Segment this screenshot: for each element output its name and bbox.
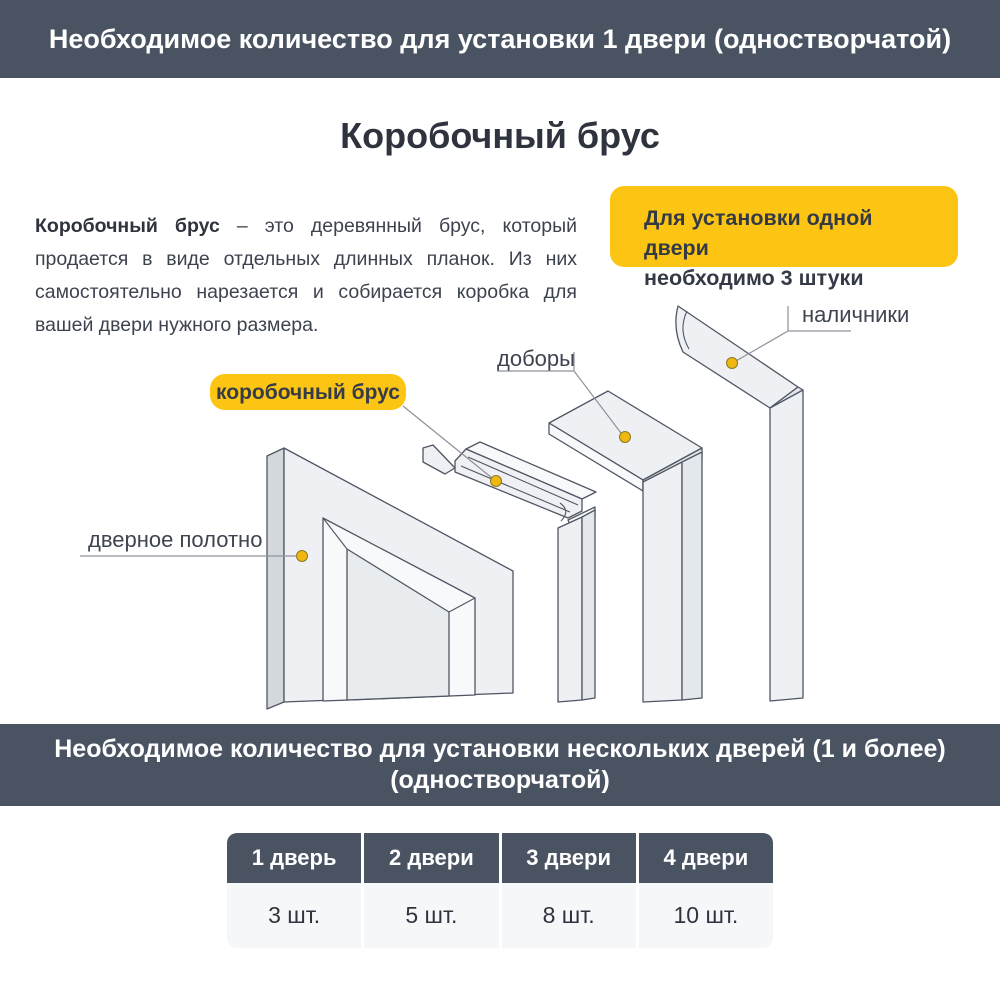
door-leaf-callout-dot: [297, 551, 308, 562]
top-header-bar: [0, 0, 1000, 78]
intro-lead-bold: Коробочный брус: [35, 214, 220, 237]
table-value-1-door: 3 шт.: [227, 883, 361, 948]
bottom-header-line-2: (одностворчатой): [390, 766, 610, 794]
bottom-header-line-1: Необходимое количество для установки нескольких дверей (1 и более): [54, 735, 946, 763]
architrave-callout-dot: [727, 358, 738, 369]
architraves-label: наличники: [802, 302, 910, 327]
frame-bar-label: коробочный брус: [216, 381, 400, 404]
table-header-3-doors: 3 двери: [502, 833, 636, 883]
badge-line-1: Для установки одной двери: [644, 206, 873, 260]
extensions-label: доборы: [497, 346, 575, 371]
page-title: Коробочный брус: [340, 115, 660, 156]
table-header-1-door: 1 дверь: [227, 833, 361, 883]
top-header-title: Необходимое количество для установки 1 двери (одностворчатой): [48, 23, 952, 54]
quantity-table-header-row: [227, 833, 773, 883]
table-value-2-doors: 5 шт.: [364, 883, 498, 948]
quantity-table-value-row: [227, 883, 773, 948]
table-value-3-doors: 8 шт.: [502, 883, 636, 948]
quantity-badge: [610, 186, 958, 290]
quantity-table: [227, 833, 773, 948]
intro-body-text: – это деревянный брус, который продается в виде отдельных длинных планок. Из них самостоятельно нарезается и собирается коробка для вашей двери нужного размера.: [35, 214, 578, 336]
extensions-callout-dot: [620, 432, 631, 443]
frame-bar-callout-dot: [491, 476, 502, 487]
door-parts-diagram: [0, 280, 1000, 720]
badge-line-2: необходимо 3 штуки: [644, 266, 864, 290]
bottom-header-bar: [0, 724, 1000, 806]
table-header-4-doors: 4 двери: [639, 833, 773, 883]
door-leaf-label: дверное полотно: [88, 527, 263, 552]
door-leaf-shape: [267, 448, 513, 709]
callout-leader-lines: [80, 306, 851, 556]
table-header-2-doors: 2 двери: [364, 833, 498, 883]
table-value-4-doors: 10 шт.: [639, 883, 773, 948]
